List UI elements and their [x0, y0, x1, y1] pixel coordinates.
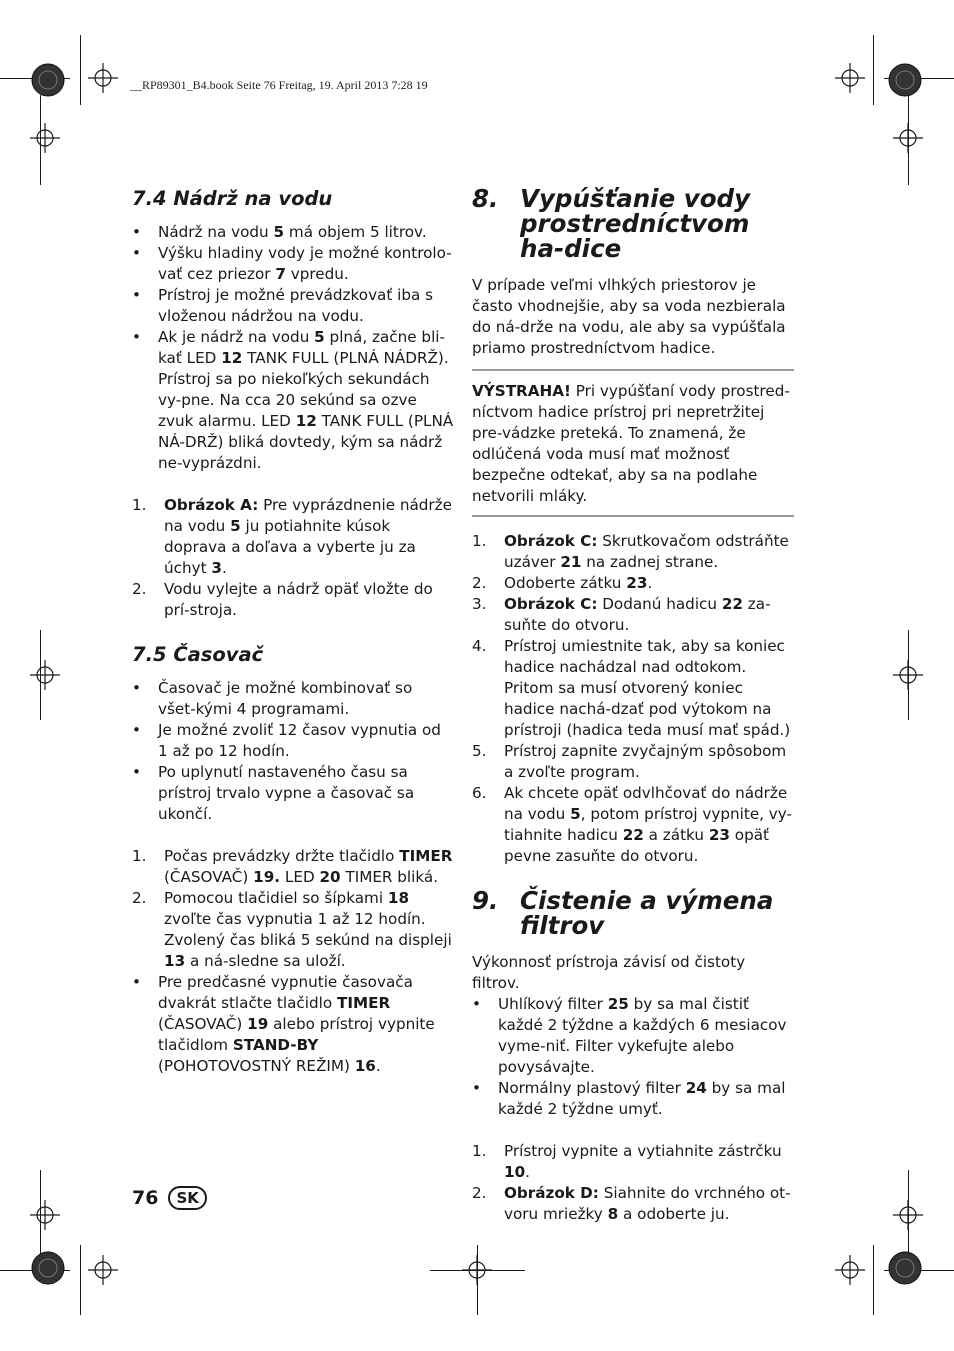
text-run: Prístroj umiestnite tak, aby sa koniec hadice nachádzal nad odtokom. Pritom sa musí otvorený koniec hadice nachá-dzať pod výtokom na prístroji (hadica teda musí mať spád.) — [504, 637, 791, 739]
bold-text: 21 — [560, 553, 582, 571]
bold-text: 20 — [319, 868, 341, 886]
text-run: . — [525, 1163, 530, 1181]
text-run: Prístroj je možné prevádzkovať iba s vloženou nádržou na vodu. — [158, 286, 434, 325]
step-item — [472, 531, 794, 573]
bold-text: 7 — [275, 265, 286, 283]
section-7-5-bullets — [132, 678, 454, 825]
section-7-4-steps — [132, 495, 454, 621]
text-run: TIMER bliká. — [340, 868, 439, 886]
step-number: 6. — [472, 784, 487, 802]
section-7-4-title: 7.4 Nádrž na vodu — [132, 187, 333, 210]
bold-text: Obrázok A: — [164, 496, 259, 514]
text-run: Časovač je možné kombinovať so všet-kými 4 programami. — [158, 679, 413, 718]
section-9-number: 9. — [472, 886, 499, 915]
text-run: Skrutkovačom odstráňte uzáver — [504, 532, 789, 571]
step-number: 1. — [472, 1142, 487, 1160]
section-8-intro: V prípade veľmi vlhkých priestorov je často vhodnejšie, aby sa voda nezbierala do ná-drže na vodu, ale aby sa vypúšťala priamo prostredníctvom hadice. — [472, 276, 786, 357]
text-run: TANK FULL (PLNÁ NÁDRŽ). Prístroj sa po niekoľkých sekundách vy-pne. Na cca 20 sekúnd sa ozve zvuk alarmu. LED — [158, 349, 449, 430]
text-run: Ak je nádrž na vodu — [158, 328, 315, 346]
bold-text: 5 — [273, 223, 285, 241]
text-run: vpredu. — [285, 265, 349, 283]
section-7-5-final-bullet — [132, 972, 454, 1077]
step-number: 2. — [132, 889, 147, 907]
text-run: Nádrž na vodu — [158, 223, 274, 241]
bold-text: 3 — [211, 559, 222, 577]
section-7-5-title: 7.5 Časovač — [132, 643, 264, 666]
text-run: Pre predčasné vypnutie časovača dvakrát stlačte tlačidlo — [158, 973, 413, 1012]
section-9-title — [472, 888, 794, 938]
bold-text: 22 — [622, 826, 644, 844]
bold-text: 8 — [607, 1205, 619, 1223]
bold-text: 19 — [247, 1015, 269, 1033]
bold-text: 22 — [721, 595, 743, 613]
text-run: Vodu vylejte a nádrž opäť vložte do prí-stroja. — [164, 580, 433, 619]
text-run: Počas prevádzky držte tlačidlo — [164, 847, 400, 865]
step-item — [132, 495, 454, 579]
text-run: , potom prístroj vypnite, vy-tiahnite hadicu — [504, 805, 793, 844]
list-item — [132, 720, 454, 762]
section-7-5-steps — [132, 846, 454, 972]
bold-text: 24 — [685, 1079, 707, 1097]
text-run: . — [375, 1057, 381, 1075]
text-run: Prístroj vypnite a vytiahnite zástrčku — [504, 1142, 782, 1160]
warning-box — [472, 369, 794, 517]
list-item — [132, 762, 454, 825]
text-run: Pre vyprázdnenie nádrže na vodu — [164, 496, 452, 535]
step-item — [472, 594, 794, 636]
page-number: 76 — [132, 1187, 159, 1209]
step-number: 2. — [132, 580, 147, 598]
step-number: 5. — [472, 742, 487, 760]
section-9-heading: Čistenie a výmena filtrov — [520, 886, 774, 940]
bold-text: 5 — [314, 328, 325, 346]
text-run: na zadnej strane. — [581, 553, 719, 571]
section-8-number: 8. — [472, 184, 499, 213]
step-number: 1. — [132, 847, 147, 865]
section-8-title — [472, 186, 794, 261]
section-9-intro: Výkonnosť prístroja závisí od čistoty filtrov. — [472, 953, 746, 992]
text-run: Pomocou tlačidiel so šípkami — [164, 889, 388, 907]
right-column — [472, 186, 794, 1225]
list-item — [132, 327, 454, 474]
bold-text: TIMER — [336, 994, 391, 1012]
step-item — [132, 846, 454, 888]
print-header: __RP89301_B4.book Seite 76 Freitag, 19. April 2013 7:28 19 — [130, 78, 428, 92]
text-run: a odoberte ju. — [618, 1205, 730, 1223]
step-item — [472, 636, 794, 741]
step-item — [132, 888, 454, 972]
list-item — [132, 243, 454, 285]
text-run: zvoľte čas vypnutia 1 až 12 hodín. Zvolený čas bliká 5 sekúnd na displeji — [164, 910, 452, 949]
section-9-bullets — [472, 994, 794, 1120]
bold-text: Obrázok C: — [504, 595, 598, 613]
bold-text: 23 — [708, 826, 730, 844]
text-run: Odoberte zátku — [504, 574, 627, 592]
step-number: 3. — [472, 595, 487, 613]
text-run: Dodanú hadicu — [597, 595, 722, 613]
list-item — [472, 1078, 794, 1120]
text-run: (ČASOVAČ) — [164, 868, 254, 886]
text-run: Normálny plastový filter — [498, 1079, 686, 1097]
text-run: . — [647, 574, 653, 592]
bold-text: 18 — [387, 889, 410, 907]
warning-text: Pri vypúšťaní vody prostred-níctvom hadice prístroj pri nepretržitej pre-vádzke preteká. To znamená, že odlúčená voda musí mať možnosť bezpečne odtekať, aby sa na podlahe netvorili mláky. — [472, 382, 790, 505]
bold-text: Obrázok C: — [504, 532, 598, 550]
text-run: a ná-sledne sa uloží. — [185, 952, 346, 970]
text-run: Uhlíkový filter — [498, 995, 608, 1013]
section-8-heading: Vypúšťanie vody prostredníctvom ha-dice — [520, 184, 751, 263]
bold-text: TIMER — [399, 847, 453, 865]
bold-text: 19. — [253, 868, 281, 886]
text-run: by sa mal čistiť každé 2 týždne a každých 6 mesiacov vyme-niť. Filter vykefujte alebo povysávajte. — [498, 995, 787, 1076]
page-footer — [132, 1186, 207, 1210]
text-run: (ČASOVAČ) — [158, 1015, 248, 1033]
step-number: 4. — [472, 637, 487, 655]
text-run: ju potiahnite kúsok doprava a doľava a vyberte ju za úchyt — [164, 517, 416, 577]
left-column — [132, 186, 454, 1077]
text-run: Siahnite do vrchného ot-voru mriežky — [504, 1184, 791, 1223]
bold-text: 12 — [221, 349, 243, 367]
section-9-steps — [472, 1141, 794, 1225]
text-run: by sa mal každé 2 týždne umyť. — [498, 1079, 786, 1118]
list-item — [132, 222, 454, 243]
bold-text: 5 — [570, 805, 581, 823]
text-run: má objem 5 litrov. — [284, 223, 427, 241]
text-run: . — [221, 559, 227, 577]
step-number: 2. — [472, 1184, 487, 1202]
list-item — [132, 678, 454, 720]
step-number: 1. — [132, 496, 147, 514]
text-run: Výšku hladiny vody je možné kontrolo-vať cez priezor — [158, 244, 452, 283]
bold-text: 5 — [230, 517, 241, 535]
step-number: 1. — [472, 532, 487, 550]
language-badge: SK — [168, 1186, 206, 1210]
bold-text: STAND-BY — [232, 1036, 319, 1054]
text-run: (POHOTOVOSTNÝ REŽIM) — [158, 1057, 355, 1075]
step-item — [472, 1183, 794, 1225]
warning-label: VÝSTRAHA! — [472, 382, 571, 400]
step-number: 2. — [472, 574, 487, 592]
step-item — [472, 783, 794, 867]
bold-text: 25 — [607, 995, 629, 1013]
step-item — [472, 741, 794, 783]
section-8-steps — [472, 531, 794, 867]
text-run: plná, začne bli-kať LED — [158, 328, 445, 367]
bold-text: 23 — [626, 574, 648, 592]
text-run: a zátku — [643, 826, 709, 844]
bold-text: 10 — [504, 1163, 526, 1181]
text-run: alebo prístroj vypnite tlačidlom — [158, 1015, 435, 1054]
bold-text: Obrázok D: — [504, 1184, 599, 1202]
bold-text: 16 — [354, 1057, 376, 1075]
text-run: Ak chcete opäť odvlhčovať do nádrže na vodu — [504, 784, 788, 823]
text-run: Prístroj zapnite zvyčajným spôsobom a zvoľte program. — [504, 742, 787, 781]
text-run: Po uplynutí nastaveného času sa prístroj trvalo vypne a časovač sa ukončí. — [158, 763, 415, 823]
text-run: Je možné zvoliť 12 časov vypnutia od 1 až po 12 hodín. — [158, 721, 441, 760]
step-item — [132, 579, 454, 621]
bold-text: 12 — [295, 412, 317, 430]
text-run: za-suňte do otvoru. — [504, 595, 771, 634]
bold-text: 13 — [164, 952, 186, 970]
step-item — [472, 1141, 794, 1183]
text-run: LED — [280, 868, 320, 886]
list-item — [132, 285, 454, 327]
list-item — [472, 994, 794, 1078]
text-run: TANK FULL (PLNÁ NÁ-DRŽ) bliká dovtedy, kým sa nádrž ne-vyprázdni. — [158, 412, 454, 472]
step-item — [472, 573, 794, 594]
list-item — [132, 972, 454, 1077]
text-run: opäť pevne zasuňte do otvoru. — [504, 826, 769, 865]
section-7-4-bullets — [132, 222, 454, 474]
